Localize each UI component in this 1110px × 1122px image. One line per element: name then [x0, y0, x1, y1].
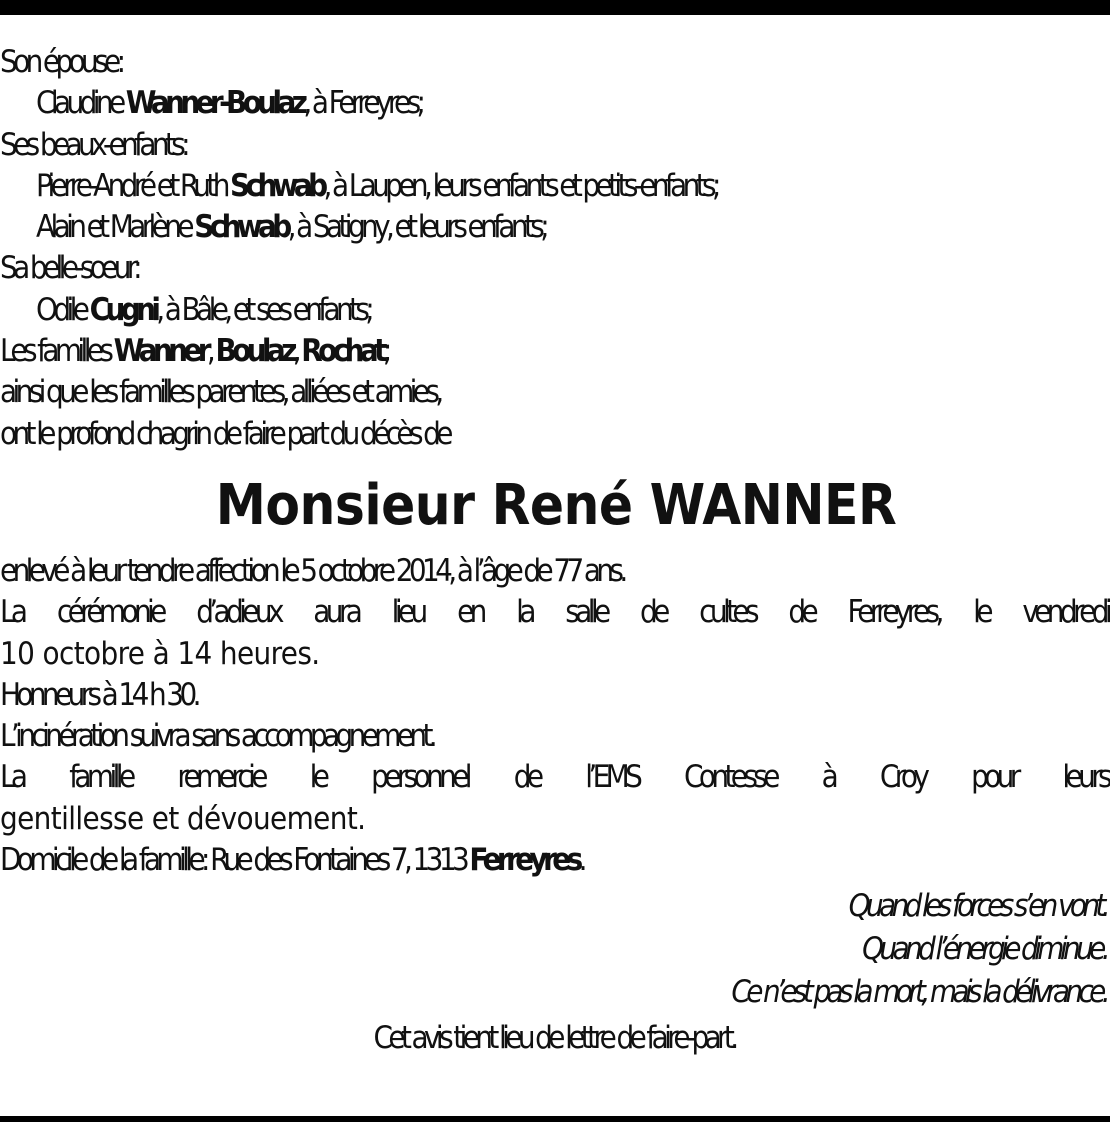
closing-note: Cet avis tient lieu de lettre de faire-part.	[373, 1020, 735, 1057]
sister-in-law-place: , à Bâle, et ses enfants;	[156, 291, 371, 328]
quote-line-3: Ce n’est pas la mort, mais la délivrance.	[731, 974, 1106, 1011]
domicile-line	[0, 840, 1108, 881]
stepchildren-label	[0, 125, 1108, 166]
domicile-town: Ferreyres	[469, 842, 579, 879]
announcement-line: ont le profond chagrin de faire part du décès de	[0, 415, 449, 452]
spouse-last-name: Wanner-Boulaz	[125, 85, 304, 122]
stepchild-2-last-name: Schwab	[194, 209, 288, 246]
sister-in-law-last-name: Cugni	[89, 291, 157, 328]
quote-line-1: Quand les forces s’en vont.	[848, 888, 1106, 925]
ceremony-line-2: 10 octobre à 14 heures.	[0, 635, 320, 672]
families-prefix: Les familles	[0, 333, 110, 370]
quote-line-2: Quand l’énergie diminue.	[862, 931, 1106, 968]
family-separator-2: ,	[292, 333, 297, 370]
spouse-label-text: Son épouse:	[0, 44, 122, 80]
ceremony-line-1: La cérémonie d’adieux aura lieu en la salle de cultes de Ferreyres, le vendredi	[0, 594, 1108, 631]
relatives-line: ainsi que les familles parentes, alliées et amies,	[0, 374, 440, 411]
obituary-notice	[0, 42, 1108, 1060]
spouse-first-name: Claudine	[36, 85, 122, 122]
honours-line: Honneurs à 14 h 30.	[0, 676, 197, 713]
stepchild-1-last-name: Schwab	[230, 167, 324, 204]
sister-in-law-first-name: Odile	[36, 291, 86, 328]
deceased-name: Monsieur René WANNER	[215, 472, 897, 538]
sister-in-law-entry	[0, 290, 1108, 331]
death-date-line: enlevé à leur tendre affection le 5 octobre 2014, à l’âge de 77 ans.	[0, 552, 624, 589]
spouse-entry	[0, 83, 1108, 124]
stepchild-entry-2	[0, 207, 1108, 248]
family-name-1: Wanner	[113, 333, 207, 370]
stepchild-2-first-names: Alain et Marlène	[36, 209, 190, 246]
sister-in-law-label	[0, 248, 1108, 289]
ceremony-paragraph	[0, 592, 1108, 675]
families-suffix: ;	[382, 333, 388, 370]
stepchild-1-place: , à Laupen, leurs enfants et petits-enfants;	[323, 167, 717, 204]
stepchild-2-place: , à Satigny, et leurs enfants;	[287, 209, 546, 246]
bottom-rule	[0, 1116, 1110, 1122]
stepchild-1-first-names: Pierre-André et Ruth	[36, 167, 226, 204]
thanks-line-1: La famille remercie le personnel de l’EMS Contesse à Croy pour leurs	[0, 759, 1108, 796]
domicile-suffix: .	[578, 842, 583, 879]
spouse-place: , à Ferreyres;	[303, 85, 422, 122]
stepchildren-label-text: Ses beaux-enfants:	[0, 126, 186, 163]
stepchild-entry-1	[0, 166, 1108, 207]
domicile-address: Domicile de la famille: Rue des Fontaines 7, 1313	[0, 842, 466, 879]
sister-in-law-label-text: Sa belle-sœur:	[0, 250, 138, 287]
thanks-paragraph	[0, 757, 1108, 840]
cremation-line: L’incinération suivra sans accompagnement.	[0, 718, 434, 755]
family-name-3: Rochat	[301, 333, 383, 370]
top-rule	[0, 0, 1110, 15]
spouse-label	[0, 42, 1108, 83]
family-name-2: Boulaz	[215, 333, 293, 370]
thanks-line-2: gentillesse et dévouement.	[0, 800, 366, 837]
family-separator-1: ,	[206, 333, 212, 370]
families-line	[0, 331, 1108, 372]
